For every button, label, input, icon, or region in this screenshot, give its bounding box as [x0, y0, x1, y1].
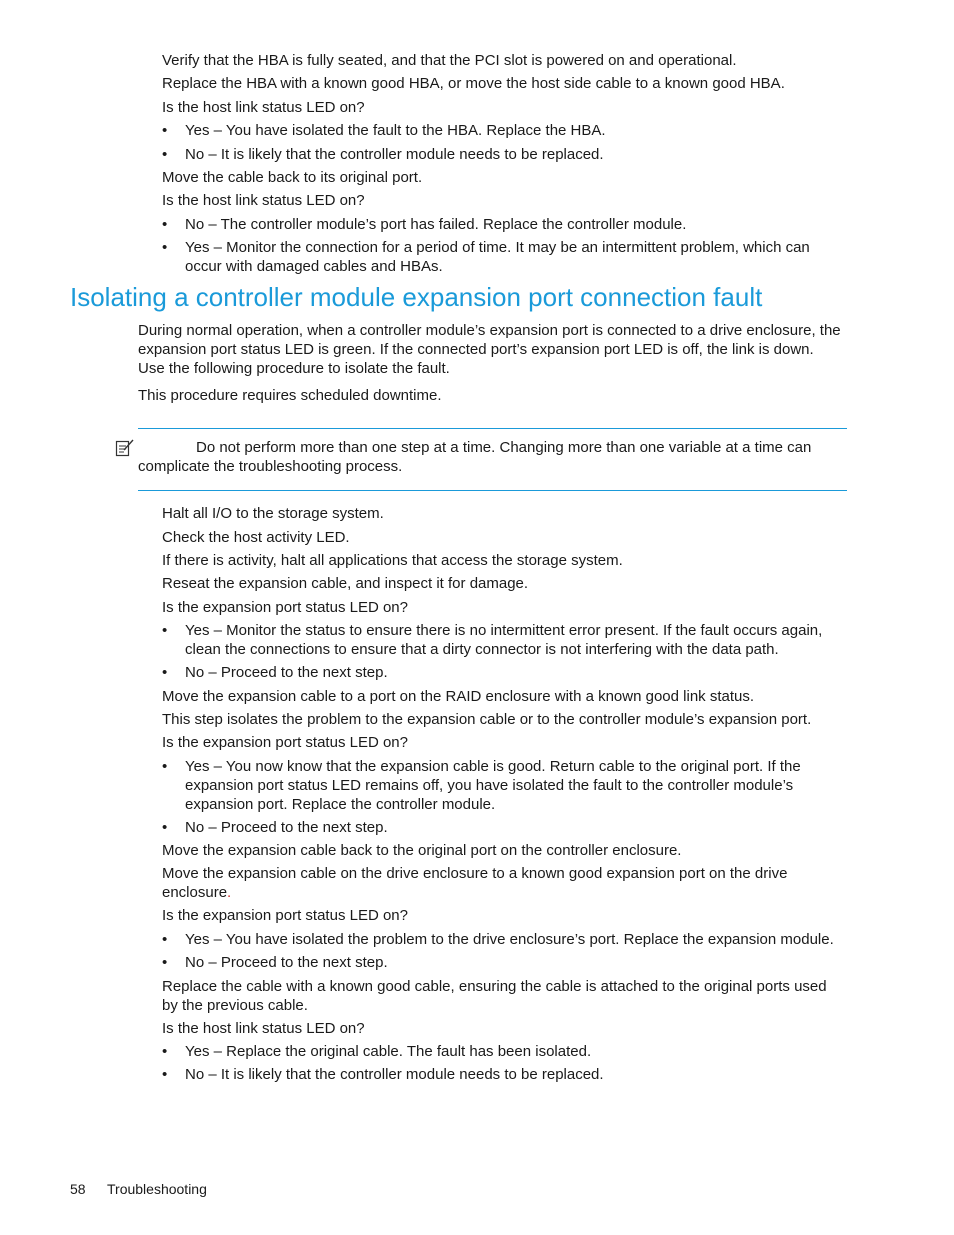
- section-intro: During normal operation, when a controller module’s expansion port is connected to a drive enclosure, the expansion port status LED is green. If the connected port’s expansion port LED is off, the link is down. Use the following procedure to isolate the fault.: [138, 322, 841, 377]
- list-item-text: Yes – Monitor the connection for a period of time. It may be an intermittent problem, which can occur with damaged cables and HBAs.: [185, 239, 810, 275]
- step-check-activity: Check the host activity LED.: [162, 529, 350, 546]
- list-item-text: No – Proceed to the next step.: [185, 664, 388, 681]
- step-isolation-explanation: This step isolates the problem to the expansion cable or to the controller module’s expansion port.: [162, 711, 812, 728]
- step-move-cable-back-controller: Move the expansion cable back to the original port on the controller enclosure.: [162, 842, 682, 859]
- note-icon: [115, 439, 135, 457]
- list-item-text: No – Proceed to the next step.: [185, 819, 388, 836]
- list-item: [162, 238, 842, 276]
- bullet: •: [162, 216, 168, 233]
- list-item-text: Yes – You now know that the expansion cable is good. Return cable to the original port. If the expansion port status LED remains off, you have isolated the fault to the controller module’s expansion port. Replace the controller module.: [185, 758, 801, 813]
- page-number: 58: [70, 1181, 86, 1197]
- step-replace-hba: Replace the HBA with a known good HBA, or move the host side cable to a known good HBA.: [162, 75, 785, 92]
- step-question-expansion-led: Is the expansion port status LED on?: [162, 907, 408, 924]
- bullet: •: [162, 664, 168, 681]
- bullet: •: [162, 146, 168, 163]
- step-move-cable-back: Move the cable back to its original port.: [162, 169, 423, 186]
- bullet: •: [162, 954, 168, 971]
- bullet: •: [162, 758, 168, 775]
- bullet: •: [162, 239, 168, 256]
- bullet: •: [162, 122, 168, 139]
- note-text: Do not perform more than one step at a time. Changing more than one variable at a time can complicate the troubleshooting process.: [138, 439, 812, 475]
- downtime-note: This procedure requires scheduled downtime.: [138, 387, 442, 404]
- footer-section: Troubleshooting: [107, 1181, 207, 1197]
- list-item: [162, 818, 842, 837]
- list-item: [162, 757, 842, 814]
- list-item: [162, 215, 842, 234]
- list-item: [162, 953, 842, 972]
- bullet: •: [162, 819, 168, 836]
- list-item-text: Yes – You have isolated the problem to the drive enclosure’s port. Replace the expansion module.: [185, 931, 834, 948]
- list-item-text: Yes – You have isolated the fault to the HBA. Replace the HBA.: [185, 122, 606, 139]
- bullet: •: [162, 622, 168, 639]
- section-title: Isolating a controller module expansion port connection fault: [70, 282, 763, 312]
- step-question-host-led: Is the host link status LED on?: [162, 1020, 365, 1037]
- list-item: [162, 121, 842, 140]
- step-move-to-raid-port: Move the expansion cable to a port on the RAID enclosure with a known good link status.: [162, 688, 755, 705]
- list-item-text: Yes – Replace the original cable. The fault has been isolated.: [185, 1043, 592, 1060]
- step-halt-io: Halt all I/O to the storage system.: [162, 505, 384, 522]
- list-item-text: No – It is likely that the controller module needs to be replaced.: [185, 1066, 604, 1083]
- list-item-text: No – It is likely that the controller module needs to be replaced.: [185, 146, 604, 163]
- bullet: •: [162, 931, 168, 948]
- list-item: [162, 145, 842, 164]
- step-halt-apps: If there is activity, halt all applications that access the storage system.: [162, 552, 623, 569]
- trailing-period: .: [227, 884, 232, 901]
- step-move-drive-cable-text: Move the expansion cable on the drive enclosure to a known good expansion port on the drive enclosure: [162, 865, 788, 901]
- step-question-expansion-led: Is the expansion port status LED on?: [162, 599, 408, 616]
- list-item-text: No – The controller module’s port has failed. Replace the controller module.: [185, 216, 687, 233]
- step-question-host-led: Is the host link status LED on?: [162, 192, 365, 209]
- list-item-text: Yes – Monitor the status to ensure there is no intermittent error present. If the fault occurs again, clean the connections to ensure that a dirty connector is not interfering with the data path.: [185, 622, 823, 658]
- step-question-expansion-led: Is the expansion port status LED on?: [162, 734, 408, 751]
- list-item-text: No – Proceed to the next step.: [185, 954, 388, 971]
- list-item: [162, 930, 842, 949]
- step-move-drive-cable: [162, 864, 842, 902]
- step-replace-cable: Replace the cable with a known good cable, ensuring the cable is attached to the original ports used by the previous cable.: [162, 978, 827, 1014]
- note-bottom-rule: [138, 490, 847, 491]
- note-top-rule: [138, 428, 847, 429]
- list-item: [162, 663, 842, 682]
- bullet: •: [162, 1066, 168, 1083]
- step-reseat-cable: Reseat the expansion cable, and inspect it for damage.: [162, 575, 529, 592]
- list-item: [162, 621, 842, 659]
- list-item: [162, 1042, 842, 1061]
- bullet: •: [162, 1043, 168, 1060]
- list-item: [162, 1065, 842, 1084]
- step-verify-hba: Verify that the HBA is fully seated, and that the PCI slot is powered on and operational.: [162, 52, 737, 69]
- step-question-host-led: Is the host link status LED on?: [162, 99, 365, 116]
